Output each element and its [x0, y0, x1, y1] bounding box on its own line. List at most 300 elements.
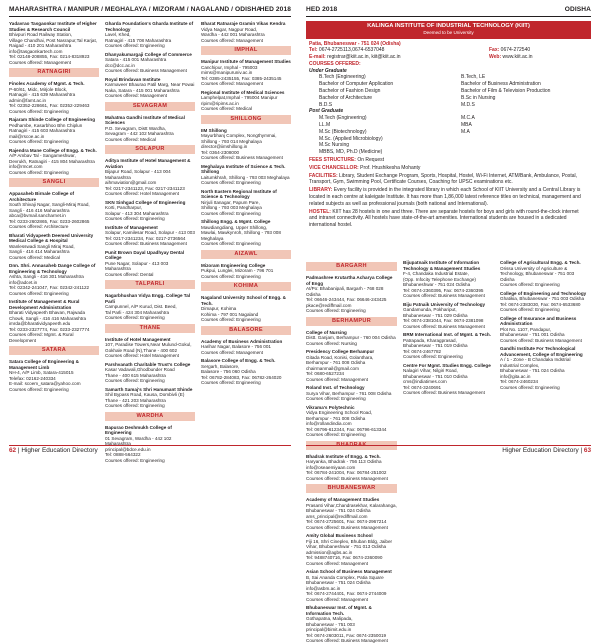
fees-label: FEES STRUCTURE:: [309, 157, 356, 164]
right-footer: [306, 445, 591, 455]
institution-entry: [9, 191, 99, 230]
institution-name: Roland Inst. of Technology: [306, 385, 365, 390]
institution-detail-line: Lamphelpat,Imphal - 795004 Manipur: [201, 95, 278, 100]
institution-entry: [306, 385, 397, 402]
course-item: M.A: [461, 128, 470, 135]
institution-entry: [403, 363, 494, 396]
institution-detail-line: Ratnagiri - 415 708 Maharashtra: [105, 37, 172, 43]
institution-detail-line: Courses offered: Engineering: [201, 241, 261, 246]
course-item: M.Sc Nursing: [319, 142, 350, 149]
institution-detail-line: Wanlesswadi Sangli Miraj Road,: [9, 243, 75, 249]
institution-entry: [306, 533, 397, 566]
institution-name: Amity Global Business School: [306, 533, 373, 538]
institution-detail-line: info@tasgaonkartech.com: [9, 48, 63, 54]
institution-detail-line: Tel: 0674-2383030, Fax: 0674-6533680: [500, 301, 581, 307]
institution-entry: [9, 81, 99, 114]
institution-name: Yadavrao Tasgaonkar Institute of Higher Studies & Research Council: [9, 21, 97, 32]
institution-name: Academy of Management Studies: [306, 497, 380, 502]
institution-detail-line: Satara - 415 001 Maharashtra: [105, 57, 167, 62]
institution-name: BRM International Inst. of Mgmt. & Tech.: [403, 332, 491, 337]
institution-detail-line: Karmaveer Bhaurao Patil Marg, Near Powai: [105, 82, 195, 87]
facilities-row: [309, 173, 588, 187]
institution-name: Rajaram Shinde College of Engineering: [9, 117, 96, 122]
institution-detail-line: Lavel, Khed,: [105, 32, 131, 37]
left-footer: [9, 445, 291, 455]
course-item: M.D.S: [461, 101, 475, 108]
institution-detail-line: Laitumkhrah, Shillong - 793 003 Meghalaya: [201, 174, 290, 180]
institution-detail-line: Balasore - 756 060 Odisha: [201, 369, 256, 374]
institution-detail-line: pkace@rediffmail.com: [306, 302, 352, 308]
institution-detail-line: Courses offered: Management: [9, 59, 71, 65]
institution-detail-line: Haryanka, Bhadrak - 756 113 Odisha: [306, 459, 382, 464]
institution-detail-line: Bhubaneswar - 751 019 Odisha: [403, 343, 468, 348]
institution-detail-line: admission@agbs.ac.in: [306, 549, 353, 555]
institution-entry: [105, 293, 195, 321]
institution-entry: [500, 260, 591, 288]
institution-entry: [9, 117, 99, 145]
institution-detail-line: Courses offered: Engineering: [105, 315, 165, 320]
institution-name: Appasaheb Birnale College of Architecture: [9, 191, 75, 202]
institution-detail-line: mail@rscoe.ac.in: [9, 133, 45, 139]
institution-detail-line: Ashta, Sangli - 416 301 Maharashtra: [9, 274, 84, 279]
institution-detail-line: Courses offered: Engineering: [9, 290, 69, 296]
institution-detail-line: Bhubaneswar - 751 024 Odisha: [500, 368, 565, 373]
institution-detail-line: Sergarh, Balasore,: [201, 363, 240, 369]
institution-detail-line: A / 1 - Zone - B Chandaka Indstrial: [500, 357, 571, 362]
institution-name: Parshvanath Charitable Trust's College: [105, 361, 191, 367]
institution-name: Vikrama's Polytechnic: [306, 404, 355, 410]
institution-detail-line: Thane - 421 203 Maharashtra: [105, 397, 166, 403]
institution-name: Bijupatnaik Institute of Information Technology & Management Studies: [403, 260, 481, 271]
institution-detail-line: Gokhale Road (N),Thane - 400 602: [105, 347, 178, 353]
institution-detail-line: info@rollandindia.com: [306, 421, 352, 426]
institution-detail-line: Mawdiangdiang, Upper Shillong,: [201, 224, 268, 230]
courses-label: COURSES OFFERED:: [309, 60, 361, 67]
left-page: [0, 0, 300, 463]
right-column-1: [306, 260, 397, 643]
institution-entry: [105, 387, 195, 409]
institution-entry: [306, 330, 397, 347]
left-footer-separator: |: [17, 447, 20, 454]
course-item: LL.M: [319, 122, 331, 129]
institution-detail-line: Nalagiri Vihar, Nilgiri Road,: [403, 368, 458, 373]
institution-detail-line: Courses offered: Engineering: [201, 273, 261, 279]
institution-detail-line: Mawlai, Mawkynroh, Shillong - 793 008 Meghalaya: [201, 230, 281, 241]
institution-detail-line: Courses offered: Business Management: [201, 155, 283, 160]
right-page: [300, 0, 600, 643]
institution-detail-line: Courses offered: Business Management: [403, 323, 485, 329]
institution-detail-line: Raigad - 410 201 Maharashtra: [9, 43, 72, 48]
institution-detail-line: Kohima - 797 001 Nagaland: [201, 311, 259, 317]
institution-detail-line: Tel: 06646-243444, Fax: 06646-243425: [306, 297, 387, 302]
institution-entry: [105, 250, 195, 278]
institution-detail-line: Tel: 06784-241004, Fax: 06784-251002: [306, 470, 387, 475]
pg-courses-left: [309, 115, 451, 156]
institution-detail-line: Orissa University of Agriculture & Technology, Bhubaneswar - 751 003: [500, 265, 575, 276]
institution-name: SKN Sinhgad College of Engineering: [105, 199, 186, 205]
institution-name: Institute of Management & Rural Development Administration: [9, 299, 80, 310]
city-heading: BARGARH: [306, 262, 397, 271]
institution-detail-line: Prasanti Vihar,Chandrasekhar, Kalarahanga,: [306, 502, 397, 508]
institution-detail-line: Tel: 0674-2467782: [403, 348, 442, 354]
institution-detail-line: Naka, Satara - 415 001 Maharashtra: [105, 87, 180, 93]
institution-name: Institute of Hotel Management: [105, 336, 171, 342]
right-column-3: [500, 260, 591, 437]
institution-detail-line: info@rmcet.com: [9, 164, 43, 169]
fax-label: Fax:: [489, 47, 500, 54]
course-item: M.Sc (Biotechnology): [319, 128, 367, 135]
email-label: E-mail:: [309, 54, 326, 61]
course-item: B.Tech (Engineering): [319, 74, 366, 81]
institution-detail-line: director@iimshillong.in: [201, 144, 248, 149]
institution-entry: [201, 219, 291, 247]
institution-detail-line: Courses offered: Dental: [105, 271, 154, 277]
ug-courses-left: [309, 74, 451, 108]
institution-detail-line: Devrukh, Ratnagiri - 415 804 Maharashtra: [9, 158, 95, 164]
institution-name: Gharda Foundation's Gharda Institute of Technology: [105, 21, 194, 32]
institution-detail-line: Tel: 02148-208855, Fax: 0214-8318923: [9, 54, 90, 59]
institution-detail-line: info@gita.ac.in: [500, 373, 531, 379]
institution-detail-line: Bijapur Road, Solapur - 413 004 Maharashtra: [105, 169, 171, 180]
institution-detail-line: Tel: 0233-2602865, Fax: 0233-2602865: [9, 218, 90, 224]
institution-detail-line: Tal Parli - 424 304 Maharashtra: [105, 309, 170, 315]
institution-detail-line: Sangli - 416 416 Maharashtra: [9, 207, 70, 213]
institution-detail-line: ripim@ripims.ac.in: [201, 100, 239, 106]
institution-detail-line: Courses offered: Engineering: [201, 180, 261, 185]
kiit-email[interactable]: registrar@kiit.ac.in, kiit@kiit.ac.in: [327, 54, 401, 61]
institution-entry: [201, 164, 291, 186]
city-heading: BHUBANESWAR: [306, 484, 397, 493]
institution-detail-line: ams_principal@rediffmail.com: [306, 513, 368, 519]
kiit-details: [306, 39, 591, 232]
institution-entry: [403, 302, 494, 330]
institution-detail-line: Courses offered: Business Management: [306, 475, 388, 481]
institution-entry: [306, 605, 397, 644]
institution-detail-line: Gitada Road, Konisi, Golanthara,: [306, 354, 374, 360]
institution-name: Bharat Ratnaraje Gramin Vikas Kendra: [201, 21, 286, 26]
institution-entry: [403, 260, 494, 299]
institution-entry: [105, 362, 195, 384]
institution-detail-line: Shil Bypass Road, Kausa, Dombivli (E): [105, 392, 185, 397]
institution-detail-line: Tel: 0217-2341123, Fax: 0217-2341123: [105, 185, 185, 191]
institution-detail-line: Pedhambe, Kasarbhoo Bhn Chiplun: [9, 122, 83, 128]
institution-name: Biju Patnaik University of Technology: [403, 301, 486, 307]
institution-entry: [306, 497, 397, 530]
institution-detail-line: Thane - 400 615 Maharashtra: [105, 372, 166, 378]
institution-detail-line: Courses offered: Hotel Management: [105, 191, 179, 196]
institution-name: Nagarbhushan Vidya Engg. College Tal Parli: [105, 293, 191, 304]
city-heading: THANE: [105, 324, 195, 333]
institution-detail-line: Patrapada, Kharagprasad,: [403, 337, 457, 343]
course-item: Bachelor of Business Administration: [461, 81, 541, 88]
institution-detail-line: Solapur, Kamilesar Road, Solapur - 413 003: [105, 230, 195, 235]
institution-detail-line: Tel: 0674-3240691: [403, 384, 442, 390]
institution-name: Bhadrak Institute of Engg. & Tech.: [306, 453, 381, 459]
institution-detail-line: Courses offered: Engineering: [306, 396, 366, 401]
institution-detail-line: Bhubaneswar - 751 029 Odisha: [403, 312, 468, 318]
right-footer-title: Higher Education Directory: [502, 447, 579, 454]
institution-detail-line: Courses offered: Business Management: [403, 390, 485, 395]
institution-detail-line: Berhampur - 761 008 Odisha: [306, 415, 366, 421]
institution-detail-line: principal@bimit.edu.in: [306, 627, 352, 632]
city-heading: WARDHA: [105, 412, 195, 421]
tel-label: Tel:: [309, 47, 318, 54]
kiit-subtitle: Deemed to be University: [423, 30, 474, 35]
institution-entry: [306, 349, 397, 382]
institution-name: Academy of Business Administration: [201, 338, 283, 344]
left-column-3: [201, 21, 291, 437]
hostel-row: [309, 209, 588, 229]
institution-detail-line: Courses offered: Management: [306, 560, 368, 566]
institution-detail-line: Courses offered: Management: [105, 93, 167, 98]
institution-detail-line: Solapur - 413 304 Maharashtra: [105, 210, 169, 216]
institution-detail-line: Ratnagiri - 415 603 Maharashtra: [9, 128, 76, 133]
institution-entry: [306, 569, 397, 602]
institution-entry: [201, 21, 291, 43]
kiit-email-row: [309, 54, 588, 61]
institution-entry: [201, 90, 291, 112]
course-item: Bachelor of Fashion Design: [319, 88, 381, 95]
institution-detail-line: 107, Paradise Towers,Near Mulund-Gokul,: [105, 342, 192, 347]
city-heading: KOHIMA: [201, 282, 291, 291]
institution-detail-line: Courses offered: Management: [306, 376, 368, 382]
institution-entry: [403, 332, 494, 360]
institution-detail-line: Tel: 06782-284083, Fax: 06782-264020: [201, 374, 282, 380]
left-header-rule: [9, 16, 291, 17]
institution-detail-line: Tel: 0674-2381044, Fax: 0674-2381098: [403, 318, 484, 323]
institution-detail-line: (Opp. Infocity Telephone Exchange): [403, 276, 476, 282]
institution-detail-line: Courses offered: Engineering: [105, 43, 165, 48]
left-header-title: MAHARASHTRA / MANIPUR / MEGHALAYA / MIZORAM / NAGALAND / ODISHA: [9, 6, 262, 13]
institution-detail-line: Tel: 0233-2327774, Fax: 0233-2327774: [9, 326, 90, 332]
city-heading: SOLAPUR: [105, 145, 195, 154]
institution-entry: [9, 233, 99, 261]
institution-detail-line: Tel: 0674-2460234: [500, 379, 539, 384]
institution-detail-line: Wardha - 442 001 Maharashtra: [201, 32, 265, 37]
institution-detail-line: Tel: 0217-2341234, Fax: 0217-2736564: [105, 235, 186, 241]
institution-detail-line: Courses offered: Engineering: [105, 457, 165, 463]
institution-entry: [105, 425, 195, 464]
institution-detail-line: Tel: 02342-241047, Fax: 02342-241122: [9, 285, 90, 290]
institution-detail-line: Tel: 0364-2308000: [201, 149, 240, 155]
course-item: MBBS, MD, Ph.D (Medicine): [319, 149, 383, 156]
right-footer-separator: |: [580, 447, 583, 454]
institution-name: Dnn. Shri. Annasaheb Dange College of Engineering & Technology: [9, 263, 96, 274]
institution-detail-line: Tel: 0674-2744401, Fax: 0674-2744009: [306, 591, 387, 596]
ug-label: Under Graduate: [309, 67, 347, 74]
institution-entry: [201, 59, 291, 87]
institution-entry: [201, 263, 291, 280]
institution-detail-line: Shillong - 793 014 Meghalaya: [201, 138, 262, 144]
institution-entry: [105, 158, 195, 197]
institution-name: Manipur Institute of Management Studies: [201, 59, 291, 64]
course-item: Bachelor of Film & Television Production: [461, 88, 551, 95]
right-header-edition: HED 2018: [306, 6, 338, 13]
kiit-address: Patia, Bhubaneswar - 751 024 (Odisha): [309, 40, 401, 47]
institution-detail-line: Courses offered: Engineering: [9, 386, 69, 392]
institution-detail-line: P-60/61, Midc, Mirjole Block,: [9, 86, 68, 92]
institution-detail-line: info@adcet.in: [9, 279, 38, 285]
course-item: [451, 149, 588, 156]
institution-name: Gandhi Institute For Technological Advancement, College of Engineering: [500, 346, 583, 357]
institution-detail-line: Surya Vihar, Berhampur - 761 008 Odisha: [306, 390, 392, 396]
institution-name: Punit Brown Dayal Upadhyay Dental College: [105, 249, 185, 260]
institution-name: Presidency College Berhampur: [306, 349, 375, 354]
institution-detail-line: Shillong - 793 003 Meghalaya: [201, 205, 262, 210]
institution-detail-line: Sevagram - 442 102 Maharashtra: [105, 131, 174, 136]
institution-detail-line: Courses offered: Engineering: [500, 384, 560, 390]
institution-detail-line: mims@manipuruniv.ac.in: [201, 70, 253, 75]
institution-name: Bhubaneswar Inst. of Mgmt. & Information Tech.: [306, 605, 372, 616]
institution-detail-line: E-mail: scoem_satara@yahoo.com: [9, 381, 81, 386]
hostel-label: HOSTEL:: [309, 208, 331, 215]
institution-name: Bapurao Deshmukh College of Engineering: [105, 424, 172, 435]
institution-entry: [201, 128, 291, 161]
city-heading: BERHAMPUR: [306, 317, 397, 326]
institution-detail-line: Courses offered: Engineering: [9, 139, 69, 144]
institution-detail-line: Courses offered: Business Management: [500, 337, 582, 343]
institution-detail-line: Distt. Ganjam, Berhampur - 760 004 Odisha: [306, 335, 396, 340]
institution-detail-line: Courses offered: Medical: [105, 136, 156, 142]
institution-detail-line: Courses offered: Engineering: [201, 317, 261, 322]
institution-detail-line: Courses offered: Engineering: [500, 307, 560, 312]
institution-detail-line: Berhampur - 761 008 Odisha: [306, 360, 366, 365]
institution-entry: [306, 454, 397, 482]
facilities-value: Library, Student Exchange Program, Sports, Hospital, Hostel, Wi-Fi Internet, ATM/Bank, Ambulance, Postal, Transport, Gym, Swimming Pool, Certificate Courses, Coaching for UPSC examinations etc.: [309, 172, 577, 186]
institution-detail-line: Dimapur, Kohima: [201, 306, 237, 311]
institution-detail-line: Tel: 02352-228661, Fax: 02352-229463: [9, 103, 90, 108]
ug-courses: [309, 74, 588, 108]
course-item: B.D.S: [319, 101, 333, 108]
institution-detail-line: Courses offered: Engineering: [403, 354, 463, 359]
institution-name: Meghalaya Institute of Science & Tech. Shillong: [201, 163, 286, 174]
institution-detail-line: Courses offered: Engineering: [201, 210, 261, 216]
institution-name: Shillong Engg. & Mgmt. College: [201, 219, 271, 224]
institution-detail-line: cms@indiatimes.com: [403, 379, 447, 384]
institution-detail-line: Courses offered: Management: [201, 81, 263, 86]
institution-detail-line: Nirjuli Itanagar, Papum Pare,: [201, 199, 260, 205]
institution-detail-line: Bhivpuri Road Railway Station,: [9, 32, 73, 37]
institution-detail-line: Sangli - 416 414 Maharashtra: [9, 249, 70, 254]
pg-courses-right: [451, 115, 588, 156]
institution-detail-line: Courses offered: Medical: [201, 106, 252, 111]
course-item: B.Tech, LE: [461, 74, 486, 81]
institution-detail-line: Tel: 0674-2360395, Fax: 0674-2360395: [403, 287, 484, 293]
right-column-2: [403, 260, 494, 437]
institution-detail-line: Courses offered: Architecture: [9, 224, 69, 229]
institution-detail-line: Courses offered: Business Management: [105, 241, 187, 246]
institution-detail-line: Courses offered: Medical: [9, 254, 60, 260]
institution-name: Institute of Management: [105, 224, 158, 230]
institution-detail-line: Bharati Vidyapeeth Bhavan, Rajwada: [9, 310, 86, 315]
institution-entry: [105, 52, 195, 74]
institution-detail-line: Courses offered: Engineering: [105, 378, 165, 383]
institution-detail-line: info@oseaemiyaan.com: [306, 464, 356, 470]
institution-entry: [306, 405, 397, 438]
institution-name: Rajendra Mane College of Engg. & Tech.: [9, 147, 97, 153]
institution-detail-line: Tel: 0680-6527234: [306, 371, 345, 376]
kiit-fax: 0674-272540: [500, 47, 531, 54]
course-item: M.C.A: [461, 115, 475, 122]
city-heading: BHADRAK: [306, 441, 397, 450]
institution-name: Bharati Vidyapeeth Deemed University Medical College & Hospital: [9, 232, 94, 243]
city-heading: SHILLONG: [201, 115, 291, 124]
institution-name: Balasore College of Engg. & Tech.: [201, 358, 276, 363]
institution-name: Asian School of Business Management: [306, 569, 392, 574]
institution-detail-line: Kasar Vadavali,Ghodbunder Road: [105, 367, 175, 372]
course-item: Bachelor of Computer Application: [319, 81, 394, 88]
left-footer-title: Higher Education Directory: [21, 447, 98, 454]
institution-detail-line: Gothapatna, Malipada,: [306, 616, 353, 621]
course-item: MBA: [461, 122, 472, 129]
institution-detail-line: Vidya Nagar, Nagpur Road,: [201, 26, 258, 32]
left-column-1: [9, 21, 99, 437]
institution-entry: [500, 346, 591, 390]
ug-courses-right: [451, 74, 588, 108]
institution-detail-line: Courses offered: Management: [201, 37, 263, 43]
institution-detail-line: Courses offered: Nursing: [306, 340, 357, 346]
institution-detail-line: Courses offered: Mgmt. & Rural Development: [9, 332, 74, 343]
institution-name: Samarth Samaj's Shri Hanumant Shinde: [105, 386, 193, 392]
city-heading: BALASORE: [201, 326, 291, 335]
institution-name: Royal Brindavan Institute: [105, 76, 161, 82]
institution-name: IIM Shillong: [201, 127, 227, 133]
institution-detail-line: Courses offered: Engineering: [306, 308, 366, 313]
institution-entry: [201, 295, 291, 323]
institution-detail-line: Vihar, Bhubaneshwar - 751 013 Odisha: [306, 544, 387, 549]
institution-detail-line: Courses offered: Business Management: [403, 293, 485, 298]
left-column-2: [105, 21, 195, 463]
institution-detail-line: Canchipur, Imphal - 795003: [201, 64, 258, 70]
institution-name: Centre For Mgmt. Studies Engg. College: [403, 362, 491, 368]
course-item: Bachelor of Architecture: [319, 94, 373, 101]
institution-detail-line: Village Chandhai, Post Nasrapur,Tal Karjat,: [9, 37, 98, 43]
city-heading: IMPHAL: [201, 46, 291, 55]
institution-entry: [105, 225, 195, 247]
institution-detail-line: Gandamunda, Pokhariput,: [403, 307, 457, 312]
institution-detail-line: Harihar Nagar, Balasore - 756 001: [201, 344, 271, 349]
institution-detail-line: Courses offered: Engineering: [105, 216, 165, 221]
institution-detail-line: Pune Nagar, Solapur - 413 003 Maharashtra: [105, 260, 169, 271]
institution-detail-line: NH-4, A/P Limb, Satara-415015: [9, 370, 74, 375]
institution-detail-line: Courses offered: Hotel Management: [105, 353, 179, 358]
kiit-web[interactable]: www.kiit.ac.in: [502, 54, 533, 61]
fees-value: On Request: [357, 157, 385, 164]
institution-name: Dhanyakumargaji College of Commerce: [105, 51, 192, 57]
institution-detail-line: B, Sai Ananda Complex, Patia Square: [306, 574, 384, 580]
vc-label: VICE CHANCELLOR:: [309, 164, 359, 171]
course-item: M.Sc. (Applied Microbiology): [319, 135, 383, 142]
institution-name: North Eastern Regional Institute of Science & Technology: [201, 188, 277, 199]
course-item: [451, 136, 588, 143]
course-item: M.Tech (Engineering): [319, 115, 367, 122]
course-item: [451, 142, 588, 149]
institution-detail-line: F-4, Chandaka Industrial Estate,: [403, 271, 469, 276]
institution-detail-line: Bhubaneswar - 751 010 Odisha: [403, 373, 468, 379]
city-heading: TALPARLI: [105, 280, 195, 289]
institution-detail-line: principal@bdce.edu.in: [105, 446, 151, 452]
institution-detail-line: P.O. Sevagram, Distt Wardha,: [105, 125, 167, 131]
institution-detail-line: Courses offered: Business Management: [306, 638, 388, 643]
institution-detail-line: Tel: 9488740716, Fax: 0674-2360090: [306, 555, 383, 560]
institution-detail-line: At/Po: Bhabanipali, Bargarh - 768 028 Odisha: [306, 286, 384, 297]
institution-detail-line: Chowk, Sangli - 416 416 Maharashtra: [9, 315, 87, 321]
kiit-tel: 0674-2725113,0674-6537048: [318, 47, 385, 54]
city-heading: SEVAGRAM: [105, 102, 195, 111]
institution-name: College of Insurance and Business Administration: [500, 315, 577, 326]
institution-name: Satara College of Engineering & Management Limb: [9, 359, 79, 370]
institution-detail-line: Tel: 0888-564322: [105, 452, 141, 457]
